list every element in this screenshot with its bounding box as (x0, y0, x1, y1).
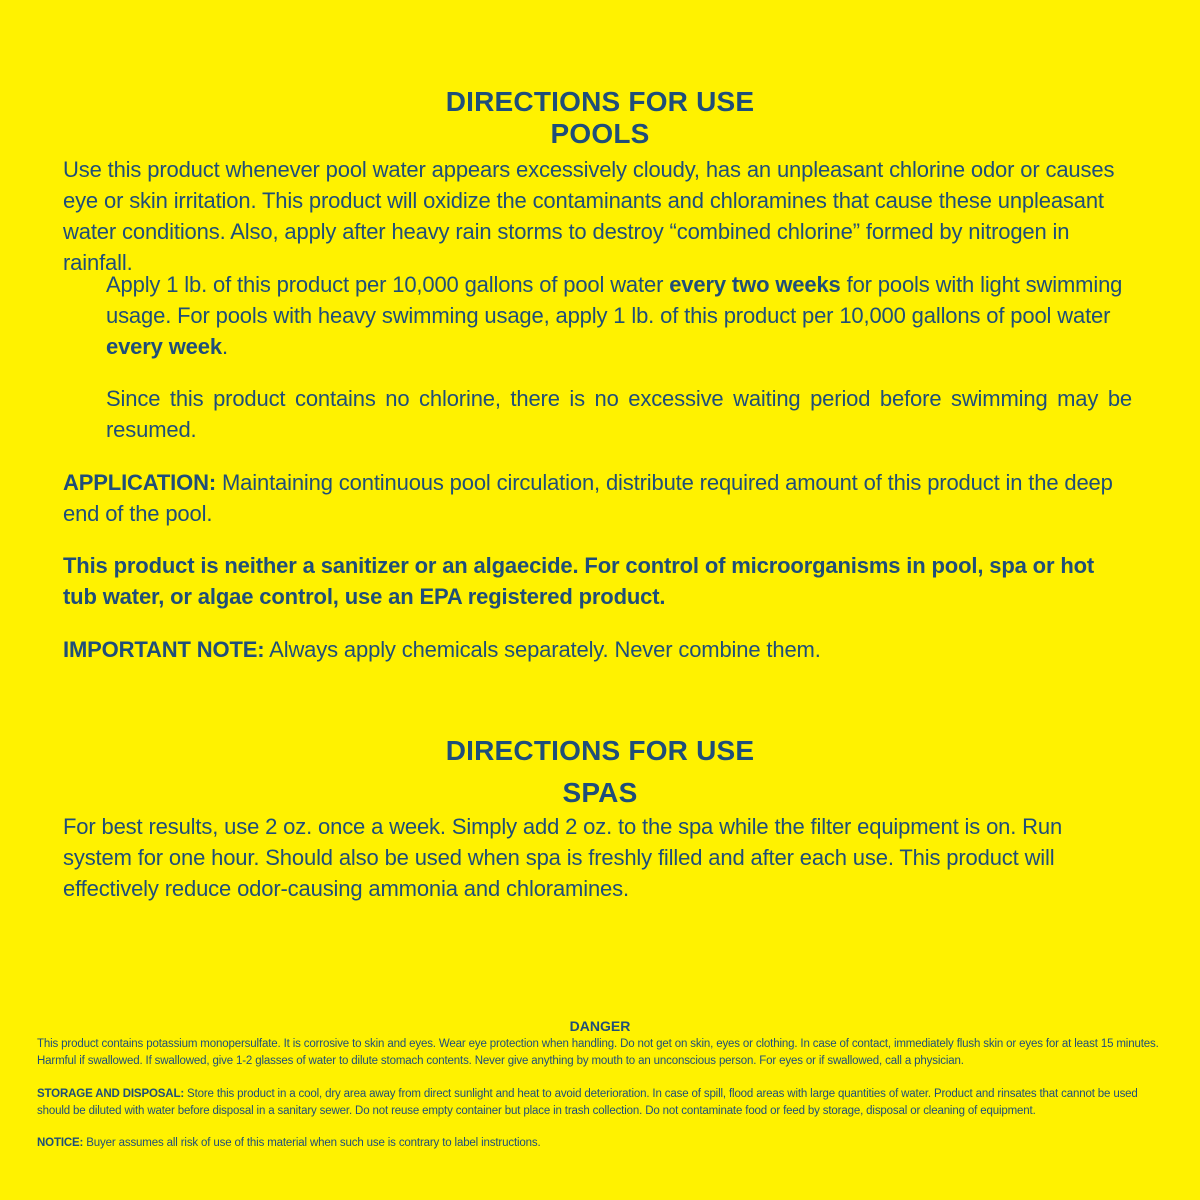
dosage-text-3: . (221, 334, 228, 359)
storage-text: Store this product in a cool, dry area away from direct sunlight and heat to avoid deterioration. In case of spill, flood areas with large quantities of water. Product and rinsates that cannot be used should be diluted with water before disposal in a sanitary sewer. Do not reuse empty container but place in trash collection. Do not contaminate food or feed by storage, disposal or cleaning of equipment. (37, 1088, 1138, 1117)
spas-heading-line1: DIRECTIONS FOR USE (445, 735, 755, 766)
pools-intro: Use this product whenever pool water appears excessively cloudy, has an unpleasant chlorine odor or causes eye or skin irritation. This product will oxidize the contaminants and chloramines that cause these unpleasant water conditions. Also, apply after heavy rain storms to destroy “combined chlorine” formed by nitrogen in rainfall. (63, 157, 1115, 275)
danger-heading: DANGER (569, 1018, 631, 1034)
dosage-emphasis-every-week: every week (106, 334, 222, 359)
no-chlorine-note: Since this product contains no chlorine, there is no excessive waiting period before swimming may be resumed. (106, 386, 1132, 442)
notice-label: NOTICE: (37, 1137, 84, 1149)
storage-disposal (37, 1086, 1162, 1120)
application-paragraph (63, 467, 1133, 529)
important-note-text: Always apply chemicals separately. Never combine them. (264, 637, 821, 662)
important-note-label: IMPORTANT NOTE: (63, 637, 265, 662)
dosage-text-2: for pools with light swimming usage. For pools with heavy swimming usage, apply 1 lb. of this product per 10,000 gallons of pool water (106, 272, 1123, 328)
dosage-emphasis-every-two-weeks: every two weeks (669, 272, 841, 297)
spas-heading-line2: SPAS (562, 777, 638, 808)
sanitizer-warning: This product is neither a sanitizer or an algaecide. For control of microorganisms in pool, spa or hot tub water, or algae control, use an EPA registered product. (63, 553, 1095, 609)
storage-label: STORAGE AND DISPOSAL: (37, 1088, 185, 1100)
application-label: APPLICATION: (63, 470, 217, 495)
notice (37, 1135, 1162, 1152)
notice-text: Buyer assumes all risk of use of this material when such use is contrary to label instructions. (83, 1137, 541, 1149)
pools-heading (0, 86, 1200, 150)
pools-heading-line2: POOLS (550, 118, 650, 149)
dosage-text-1: Apply 1 lb. of this product per 10,000 gallons of pool water (106, 272, 670, 297)
spas-text: For best results, use 2 oz. once a week. Simply add 2 oz. to the spa while the filter equipment is on. Run system for one hour. Should also be used when spa is freshly filled and after each use. This product will effectively reduce odor-causing ammonia and chloramines. (63, 814, 1063, 901)
application-text: Maintaining continuous pool circulation, distribute required amount of this product in the deep end of the pool. (63, 470, 1113, 526)
danger-text: This product contains potassium monopersulfate. It is corrosive to skin and eyes. Wear eye protection when handling. Do not get on skin, eyes or clothing. In case of contact, immediately flush skin or eyes for at least 15 minutes. Harmful if swallowed. If swallowed, give 1-2 glasses of water to dilute stomach contents. Never give anything by mouth to an unconscious person. For eyes or if swallowed, call a physician. (37, 1038, 1159, 1067)
pools-dosage (106, 269, 1132, 362)
important-note (63, 634, 1133, 665)
pools-heading-line1: DIRECTIONS FOR USE (445, 86, 755, 117)
